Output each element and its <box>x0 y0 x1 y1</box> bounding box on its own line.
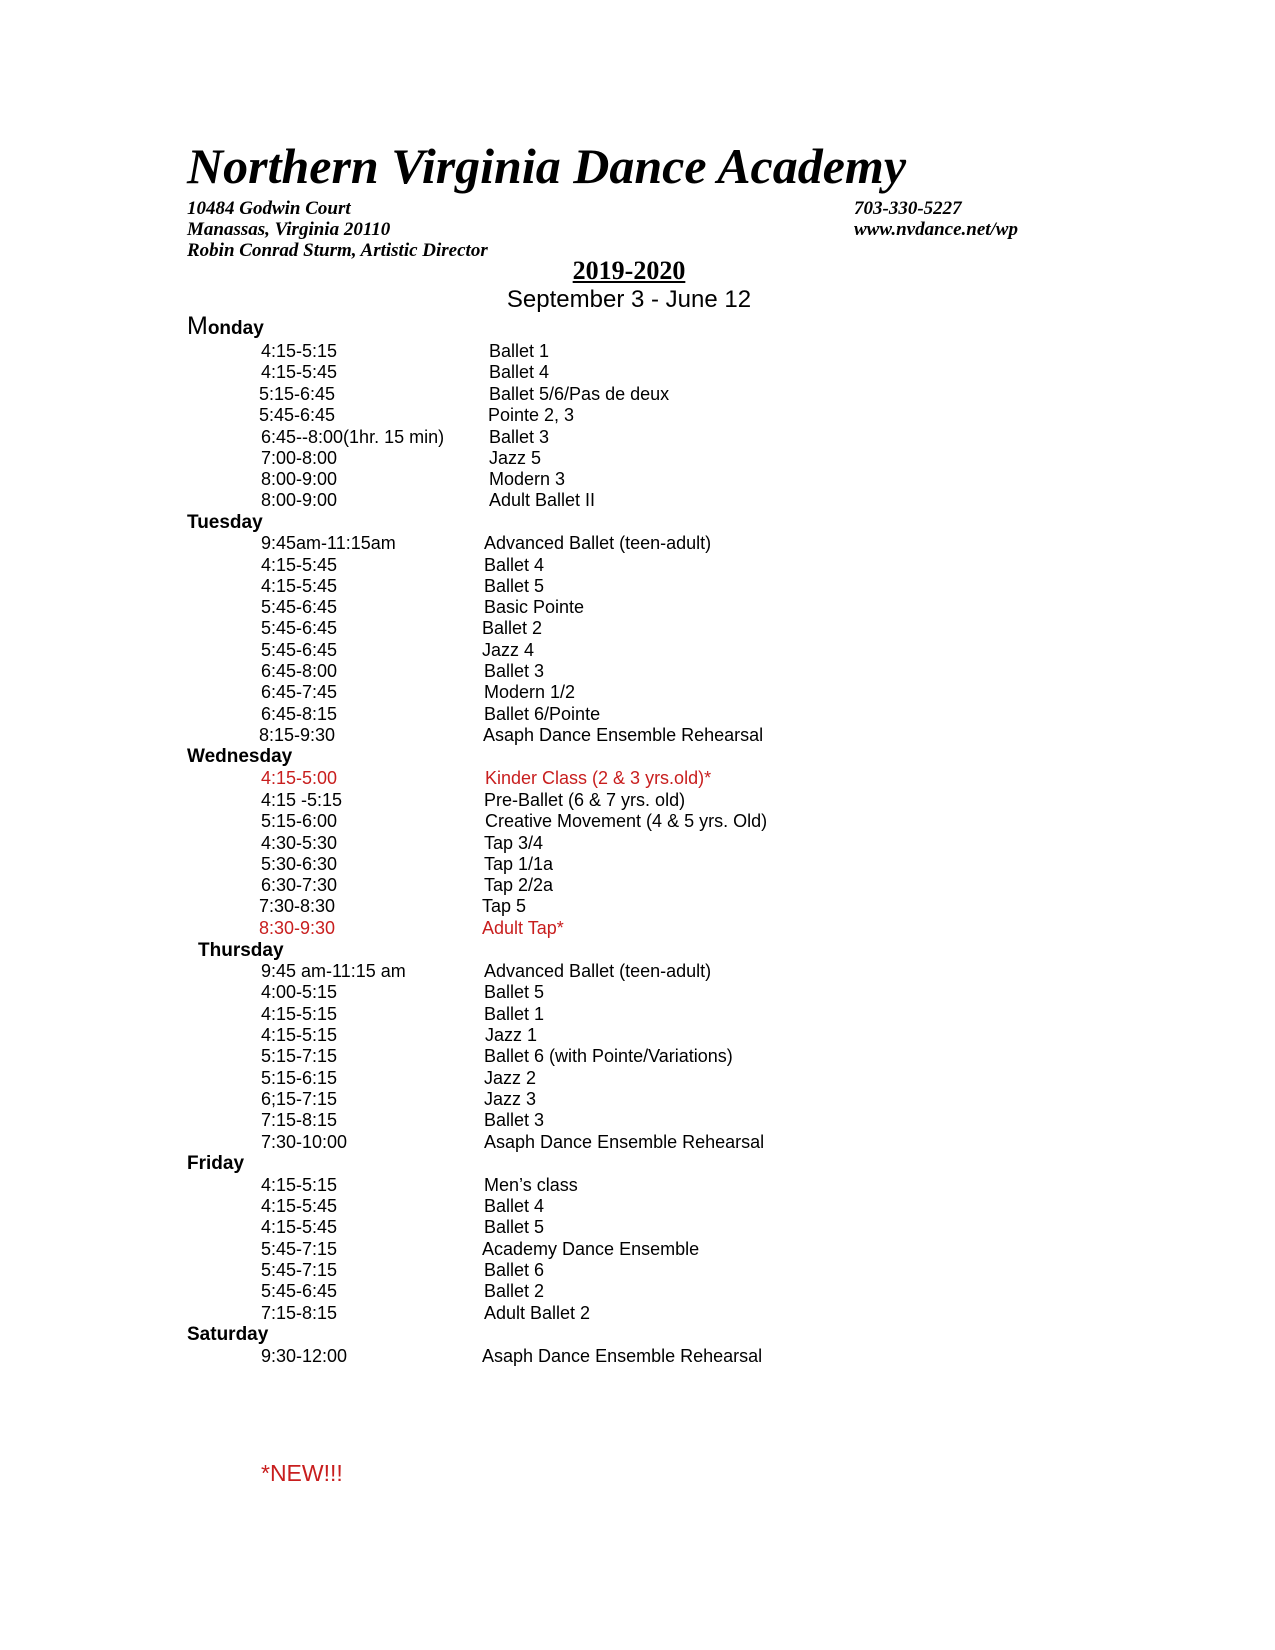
class-time: 5:45-6:45 <box>259 405 336 425</box>
class-name: Tap 2/2a <box>484 875 554 895</box>
class-time: 4:15-5:45 <box>261 362 338 382</box>
class-time: 6:30-7:30 <box>261 875 338 895</box>
class-time: 4:15-5:45 <box>261 576 338 596</box>
class-name: Basic Pointe <box>484 597 585 617</box>
address-line-1: 10484 Godwin Court <box>187 198 351 219</box>
class-name: Tap 1/1a <box>484 854 554 874</box>
class-name: Academy Dance Ensemble <box>482 1239 700 1259</box>
class-name: Ballet 1 <box>484 1004 545 1024</box>
class-name: Advanced Ballet (teen-adult) <box>484 961 712 981</box>
class-name: Ballet 2 <box>484 1281 545 1301</box>
class-time: 8:00-9:00 <box>261 490 338 510</box>
season-year: 2019-2020 <box>572 256 686 285</box>
class-name: Modern 3 <box>489 469 566 489</box>
class-time: 7:00-8:00 <box>261 448 338 468</box>
class-name: Ballet 3 <box>484 1110 545 1130</box>
class-name: Asaph Dance Ensemble Rehearsal <box>482 1346 763 1366</box>
phone-number: 703-330-5227 <box>854 198 962 219</box>
class-name: Pointe 2, 3 <box>488 405 575 425</box>
class-time: 5:15-6:45 <box>259 384 336 404</box>
class-time: 6:45-8:15 <box>261 704 338 724</box>
class-name: Ballet 6 (with Pointe/Variations) <box>484 1046 733 1066</box>
season-dates: September 3 - June 12 <box>506 286 752 313</box>
day-heading-saturday: Saturday <box>187 1324 269 1345</box>
class-name: Pre-Ballet (6 & 7 yrs. old) <box>484 790 686 810</box>
class-time: 4:15-5:15 <box>261 341 338 361</box>
class-name: Ballet 1 <box>489 341 550 361</box>
class-name: Ballet 4 <box>489 362 550 382</box>
address-line-2: Manassas, Virginia 20110 <box>187 219 391 240</box>
class-time: 5:45-7:15 <box>261 1260 338 1280</box>
class-name: Ballet 4 <box>484 1196 545 1216</box>
class-name: Jazz 1 <box>485 1025 538 1045</box>
artistic-director: Robin Conrad Sturm, Artistic Director <box>187 240 488 261</box>
day-heading-wednesday: Wednesday <box>187 746 293 767</box>
day-heading-tuesday: Tuesday <box>187 512 263 533</box>
class-time: 4:15 -5:15 <box>261 790 343 810</box>
class-name: Tap 5 <box>482 896 527 916</box>
class-time: 7:15-8:15 <box>261 1110 338 1130</box>
class-name: Ballet 5 <box>484 576 545 596</box>
website-url: www.nvdance.net/wp <box>854 219 1018 240</box>
class-name: Ballet 6/Pointe <box>484 704 601 724</box>
class-time: 9:45 am-11:15 am <box>261 961 406 981</box>
class-time: 6:45-7:45 <box>261 682 338 702</box>
class-time: 4:15-5:45 <box>261 1217 338 1237</box>
class-name: Ballet 5 <box>484 1217 545 1237</box>
class-name: Ballet 2 <box>482 618 543 638</box>
class-name: Asaph Dance Ensemble Rehearsal <box>483 725 764 745</box>
class-time: 7:30-10:00 <box>261 1132 348 1152</box>
class-name: Advanced Ballet (teen-adult) <box>484 533 712 553</box>
class-time: 7:30-8:30 <box>259 896 336 916</box>
class-name: Ballet 3 <box>484 661 545 681</box>
class-name: Adult Ballet 2 <box>484 1303 591 1323</box>
class-time: 4:30-5:30 <box>261 833 338 853</box>
class-time: 5:30-6:30 <box>261 854 338 874</box>
class-name: Ballet 6 <box>484 1260 545 1280</box>
class-name: Jazz 4 <box>482 640 535 660</box>
class-name: Jazz 2 <box>484 1068 537 1088</box>
day-heading-monday: Monday <box>187 312 264 340</box>
day-heading-friday: Friday <box>187 1153 245 1174</box>
class-name: Modern 1/2 <box>484 682 576 702</box>
class-name: Ballet 5/6/Pas de deux <box>489 384 670 404</box>
class-time: 6:45--8:00(1hr. 15 min) <box>261 427 445 447</box>
class-name: Creative Movement (4 & 5 yrs. Old) <box>485 811 768 831</box>
class-name-highlighted: Kinder Class (2 & 3 yrs.old)* <box>485 768 712 788</box>
class-name: Adult Ballet II <box>489 490 596 510</box>
class-time: 8:00-9:00 <box>261 469 338 489</box>
class-time-highlighted: 8:30-9:30 <box>259 918 336 938</box>
class-time: 5:15-6:15 <box>261 1068 338 1088</box>
class-time: 7:15-8:15 <box>261 1303 338 1323</box>
class-time: 4:15-5:45 <box>261 555 338 575</box>
class-name: Jazz 3 <box>484 1089 537 1109</box>
day-heading-initial: M <box>187 312 208 340</box>
class-name: Jazz 5 <box>489 448 542 468</box>
class-name: Asaph Dance Ensemble Rehearsal <box>484 1132 765 1152</box>
class-time: 5:45-7:15 <box>261 1239 338 1259</box>
class-time: 4:15-5:15 <box>261 1004 338 1024</box>
class-time: 9:30-12:00 <box>261 1346 348 1366</box>
class-time: 5:45-6:45 <box>261 597 338 617</box>
class-time: 4:15-5:45 <box>261 1196 338 1216</box>
class-time: 6:45-8:00 <box>261 661 338 681</box>
class-name-highlighted: Adult Tap* <box>482 918 564 938</box>
class-name: Men’s class <box>484 1175 578 1195</box>
class-name: Tap 3/4 <box>484 833 544 853</box>
class-time: 5:45-6:45 <box>261 640 338 660</box>
class-time: 6;15-7:15 <box>261 1089 338 1109</box>
class-time: 4:15-5:15 <box>261 1025 338 1045</box>
class-time: 4:15-5:15 <box>261 1175 338 1195</box>
day-heading-thursday: Thursday <box>198 940 284 961</box>
class-time: 5:15-7:15 <box>261 1046 338 1066</box>
class-time: 8:15-9:30 <box>259 725 336 745</box>
new-class-footnote: *NEW!!! <box>261 1460 343 1486</box>
class-time-highlighted: 4:15-5:00 <box>261 768 338 788</box>
class-name: Ballet 5 <box>484 982 545 1002</box>
class-name: Ballet 4 <box>484 555 545 575</box>
class-name: Ballet 3 <box>489 427 550 447</box>
class-time: 4:00-5:15 <box>261 982 338 1002</box>
class-time: 9:45am-11:15am <box>261 533 396 553</box>
class-time: 5:45-6:45 <box>261 618 338 638</box>
class-time: 5:45-6:45 <box>261 1281 338 1301</box>
class-time: 5:15-6:00 <box>261 811 338 831</box>
page-title: Northern Virginia Dance Academy <box>187 138 907 194</box>
